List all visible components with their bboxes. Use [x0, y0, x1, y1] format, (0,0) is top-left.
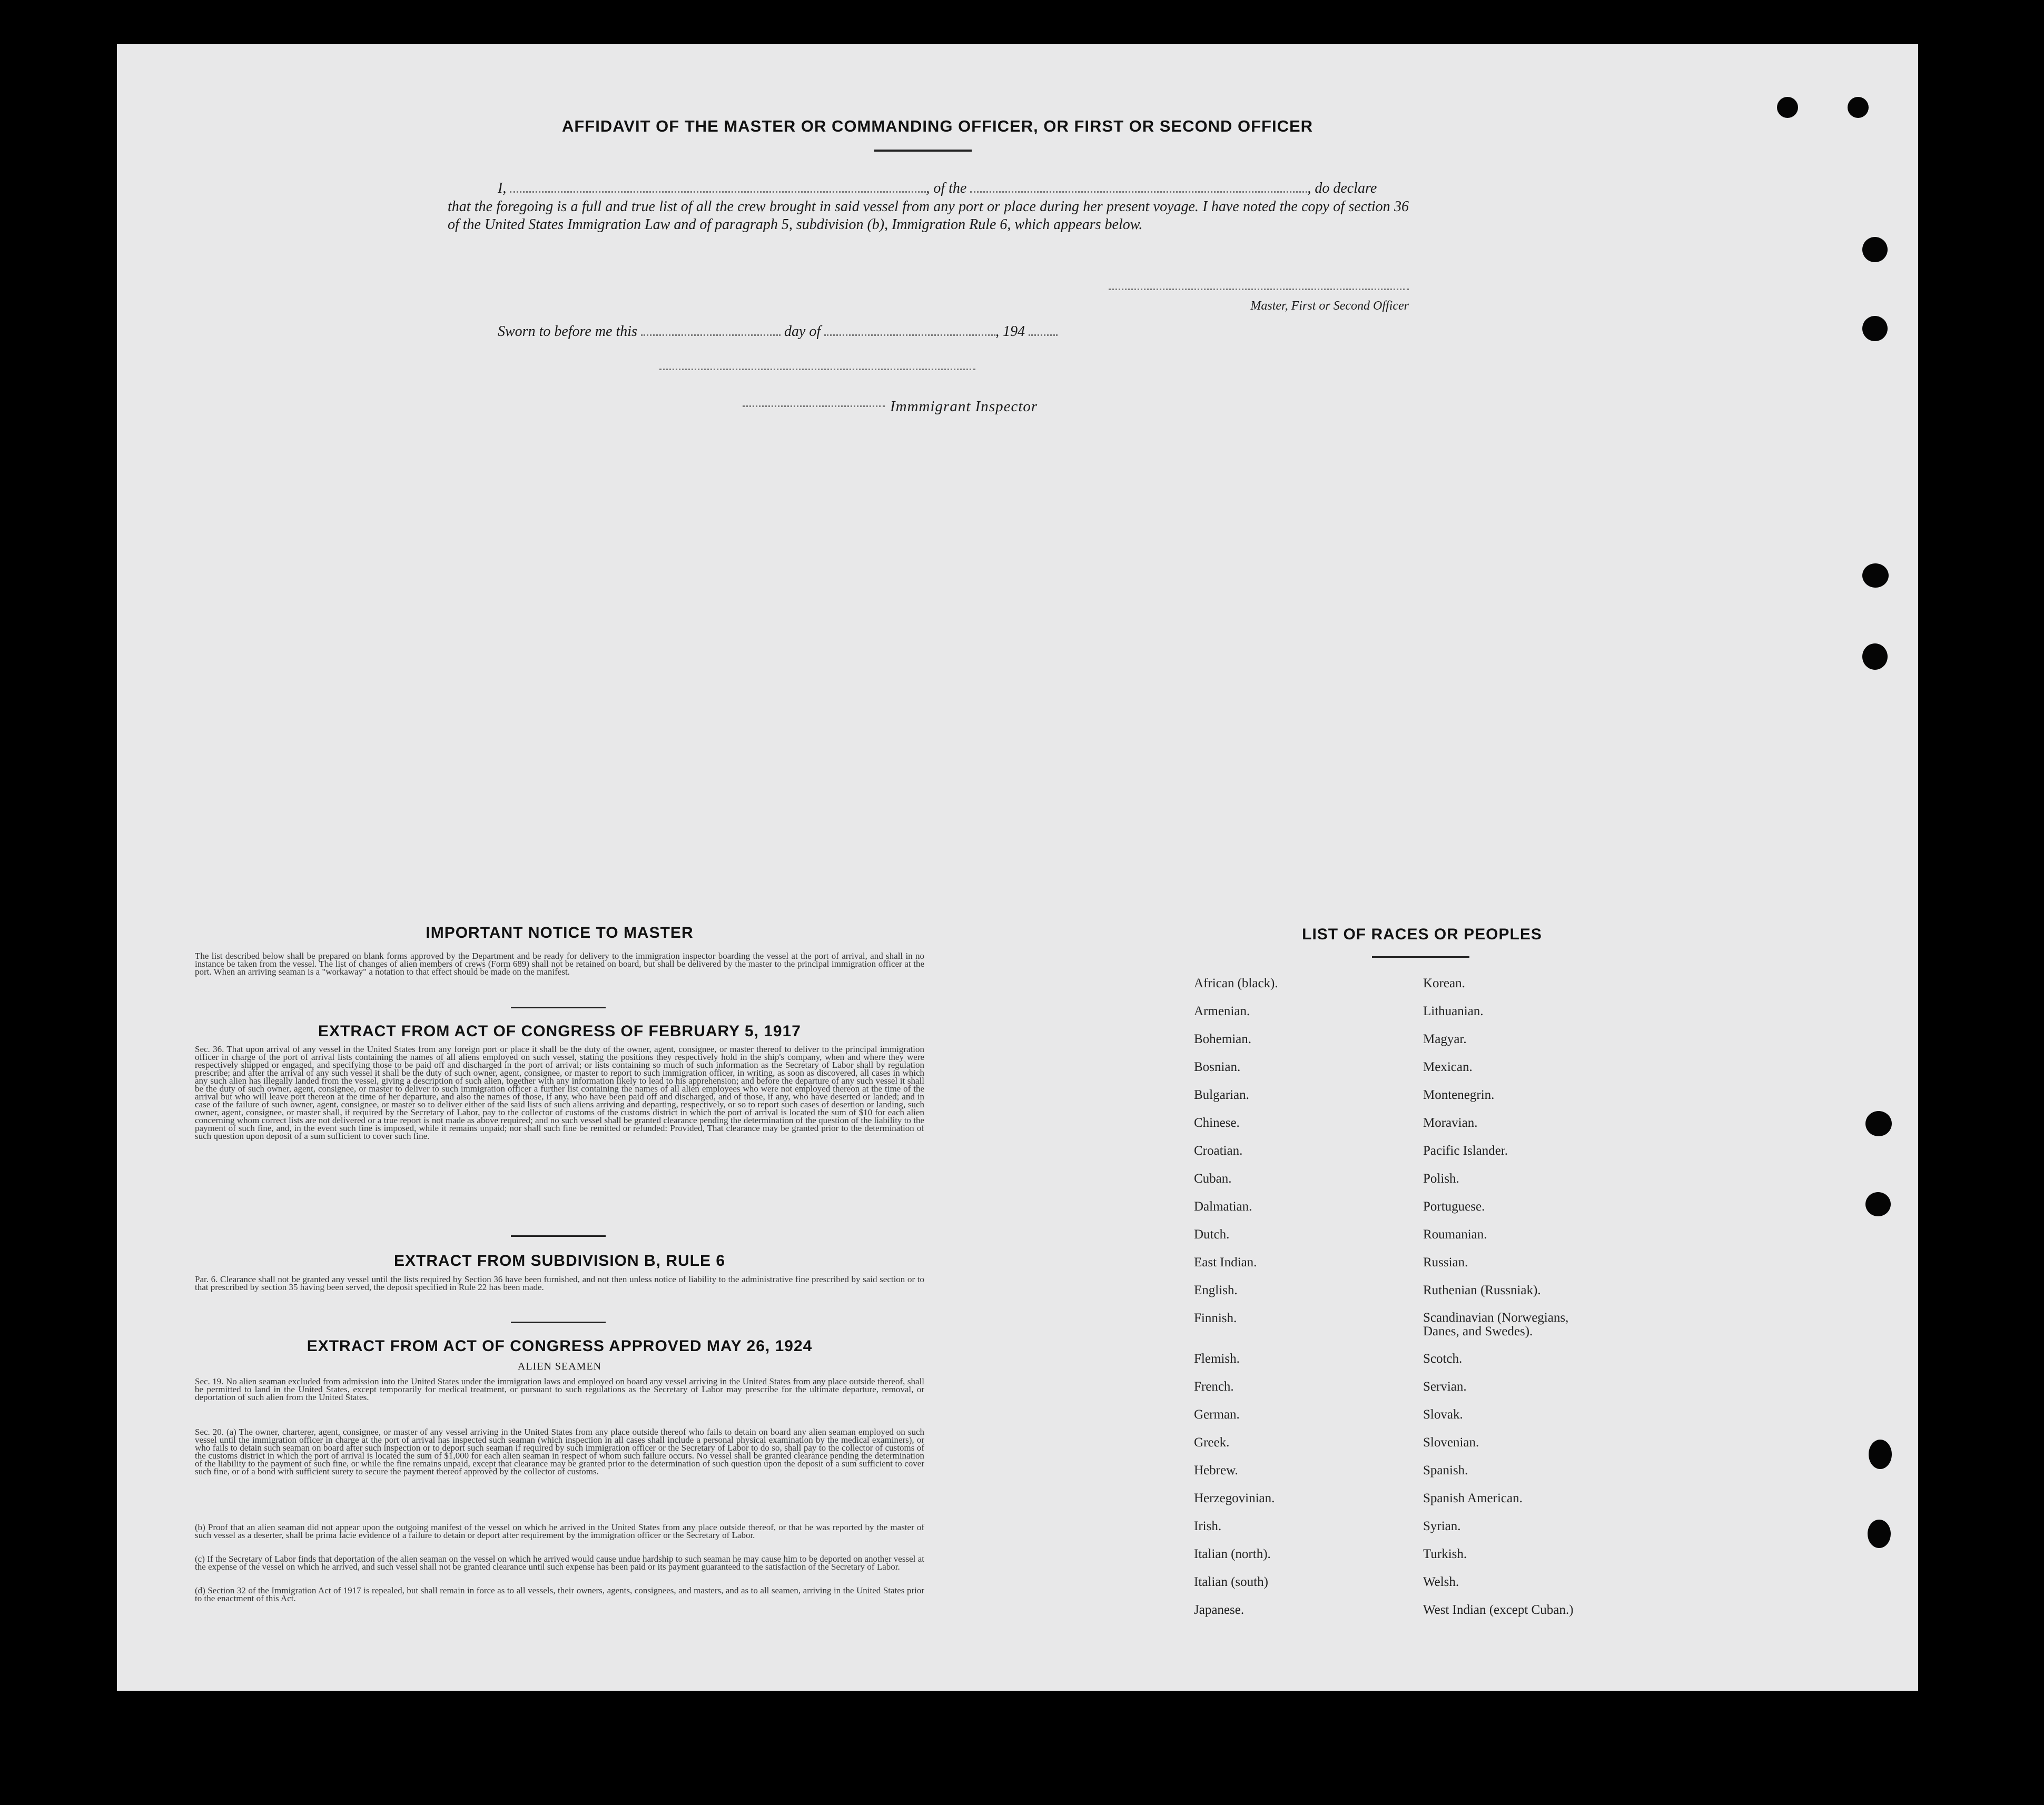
races-title: LIST OF RACES OR PEOPLES [1302, 926, 1542, 943]
race-item: Lithuanian. [1423, 1004, 1484, 1018]
section-divider [511, 1235, 606, 1237]
punch-hole [1777, 97, 1798, 118]
race-item: German. [1194, 1407, 1240, 1422]
race-item: West Indian (except Cuban.) [1423, 1603, 1574, 1617]
race-item: Spanish. [1423, 1463, 1468, 1477]
race-item: Portuguese. [1423, 1199, 1485, 1214]
notice-body: The list described below shall be prepared on blank forms approved by the Department and be ready for delivery to the immigration inspector boarding the vessel at the port of arrival, and shall in no instance be taken from the vessel. The list of changes of alien members of crews (Form 689) shall not be retained on board, but shall be delivered by the master to the principal immigration officer at the port. When an arriving seaman is a "workaway" a notation to that effect should be made on the manifest. [195, 951, 924, 977]
extract-1924-sec20d: (d) Section 32 of the Immigration Act of 1917 is repealed, but shall remain in force as to all vessels, their owners, agents, consignees, and masters, and as to all seamen, arriving in the United States prior to the enactment of this Act. [195, 1585, 924, 1603]
race-item: Russian. [1423, 1255, 1468, 1270]
race-item: Slovenian. [1423, 1435, 1479, 1450]
race-item: Bosnian. [1194, 1060, 1241, 1074]
sworn-year-field[interactable] [1029, 334, 1058, 336]
race-item: Scotch. [1423, 1352, 1463, 1366]
race-item: Magyar. [1423, 1032, 1467, 1046]
extract-1924-sec20b: (b) Proof that an alien seaman did not appear upon the outgoing manifest of the vessel on which he arrived in the United States from any place outside thereof, or that he was reported by the master of such vessel as a deserter, shall be prima facie evidence of a failure to detain or deport after requirement by the immigration officer or the Secretary of Labor. [195, 1522, 924, 1540]
punch-hole [1862, 316, 1888, 341]
punch-hole [1868, 1520, 1891, 1548]
race-item: Finnish. [1194, 1311, 1237, 1325]
punch-hole [1862, 237, 1888, 262]
race-item: Cuban. [1194, 1172, 1232, 1186]
sworn-day-of: day of [784, 323, 821, 340]
declare-text: , do declare [1307, 180, 1377, 196]
affidavit-title: AFFIDAVIT OF THE MASTER OR COMMANDING OFFICER, OR FIRST OR SECOND OFFICER [561, 117, 1314, 135]
title-divider [874, 150, 972, 152]
extract-1924-subtitle: ALIEN SEAMEN [517, 1361, 602, 1372]
master-signature-field[interactable] [1109, 289, 1409, 290]
race-item: Italian (south) [1194, 1575, 1268, 1589]
punch-hole [1865, 1192, 1891, 1216]
race-item: Servian. [1423, 1380, 1467, 1394]
vessel-name-field[interactable] [970, 191, 1307, 193]
extract-1917-title: EXTRACT FROM ACT OF CONGRESS OF FEBRUARY 5, 1917 [318, 1023, 801, 1040]
race-item: Dutch. [1194, 1227, 1230, 1242]
race-item: Italian (north). [1194, 1547, 1271, 1561]
race-item: Montenegrin. [1423, 1088, 1495, 1102]
sworn-line [498, 323, 1058, 340]
inspector-signature-field[interactable] [659, 369, 975, 370]
race-item: Ruthenian (Russniak). [1423, 1283, 1541, 1297]
race-item: Armenian. [1194, 1004, 1250, 1018]
race-item: Chinese. [1194, 1116, 1240, 1130]
race-item: Turkish. [1423, 1547, 1467, 1561]
race-item: Dalmatian. [1194, 1199, 1252, 1214]
sworn-year: , 194 [995, 323, 1025, 340]
rule6-body: Par. 6. Clearance shall not be granted any vessel until the lists required by Section 36 have been furnished, and not then unless notice of liability to the administrative fine prescribed by said section or to that prescribed by section 35 having been served, the deposit specified in Rule 22 has been made. [195, 1274, 924, 1292]
race-item: French. [1194, 1380, 1234, 1394]
extract-1917-body: Sec. 36. That upon arrival of any vessel in the United States from any foreign port or place it shall be the duty of the owner, agent, consignee, or master thereof to deliver to the principal immigration officer in charge of the port of arrival lists containing the names of all aliens employed on such vessel, stating the positions they respectively hold in the ship's company, when and where they were respectively shipped or engaged, and specifying those to be paid off and discharged in the port of arrival; or lists containing so much of such information as the Secretary of Labor shall by regulation prescribe; and after the arrival of any such vessel it shall be the duty of such owner, agent, consignee, or master to report to such immigration officer, in writing, as soon as discovered, all cases in which any such alien has illegally landed from the vessel, giving a description of such alien, together with any information likely to lead to his apprehension; and before the departure of any such vessel it shall be the duty of such owner, agent, consignee, or master to deliver to such immigration officer a further list containing the names of all alien employees who were not employed thereon at the time of the arrival but who will leave port thereon at the time of her departure, and also the names of those, if any, who have been paid off and discharged, and of those, if any, who have deserted or landed; and in case of the failure of such owner, agent, consignee, or master so to deliver either of the said lists of such aliens arriving and departing, respectively, or so to report such cases of desertion or landing, such owner, agent, consignee, or master shall, if required by the Secretary of Labor, pay to the collector of customs of the customs district in which the port of arrival is located the sum of $10 for each alien concerning whom correct lists are not delivered or a true report is not made as above required; and no such vessel shall be granted clearance pending the determination of the question of the liability to the payment of such fine, and, in the event such fine is imposed, while it remains unpaid; nor shall such fine be remitted or refunded: Provided, That clearance may be granted prior to the determination of such question upon deposit of a sum sufficient to cover such fine. [195, 1044, 924, 1141]
sworn-day-field[interactable] [641, 334, 781, 336]
section-divider [511, 1322, 606, 1323]
race-item: Moravian. [1423, 1116, 1478, 1130]
race-item: Roumanian. [1423, 1227, 1487, 1242]
inspector-caption: Immmigrant Inspector [890, 398, 1038, 415]
race-item: English. [1194, 1283, 1238, 1297]
extract-1924-sec19: Sec. 19. No alien seaman excluded from admission into the United States under the immigration laws and employed on board any vessel arriving in the United States from any place outside thereof, shall be permitted to land in the United States, except temporarily for medical treatment, or pursuant to such regulations as the Secretary of Labor may prescribe for the ultimate departure, removal, or deportation of such alien from the United States. [195, 1376, 924, 1402]
race-item: Bulgarian. [1194, 1088, 1249, 1102]
races-title-divider [1372, 956, 1469, 958]
race-item: Japanese. [1194, 1603, 1245, 1617]
race-item: Bohemian. [1194, 1032, 1252, 1046]
sworn-month-field[interactable] [824, 334, 995, 336]
of-the-text: , of the [926, 180, 967, 196]
extract-1924-sec20c: (c) If the Secretary of Labor finds that deportation of the alien seaman on the vessel on which he arrived would cause undue hardship to such seaman he may cause him to be deported on another vessel at the expense of the vessel on which he arrived, and such vessel shall not be granted clearance until such expense has been paid or its payment guaranteed to the satisfaction of the Secretary of Labor. [195, 1554, 924, 1572]
race-item: Syrian. [1423, 1519, 1461, 1533]
race-item: Hebrew. [1194, 1463, 1238, 1477]
punch-hole [1865, 1111, 1892, 1136]
race-item: Korean. [1423, 976, 1465, 990]
extract-1924-title: EXTRACT FROM ACT OF CONGRESS APPROVED MAY 26, 1924 [307, 1337, 813, 1355]
punch-hole [1862, 643, 1888, 670]
race-item: Spanish American. [1423, 1491, 1523, 1505]
race-item: Irish. [1194, 1519, 1222, 1533]
extract-1924-sec20a: Sec. 20. (a) The owner, charterer, agent, consignee, or master of any vessel arriving in the United States from any place outside thereof who fails to detain on board any alien seaman employed on such vessel until the immigration officer in charge at the port of arrival has inspected such seaman (which inspection in all cases shall include a personal physical examination by the medical examiners), or who fails to detain such seaman on board after such inspection or to deport such seaman if required by such immigration officer or the Secretary of Labor to do so, shall pay to the collector of customs of the customs district in which the port of arrival is located the sum of $1,000 for each alien seaman in respect of whom such failure occurs. No vessel shall be granted clearance pending the determination of the liability to the payment of such fine, or while the fine remains unpaid, except that clearance may be granted prior to the determination of such question upon the deposit of a sum sufficient to cover such fine, or of a bond with sufficient surety to secure the payment thereof approved by the collector of customs. [195, 1427, 924, 1476]
notice-title: IMPORTANT NOTICE TO MASTER [426, 924, 694, 941]
declaration-line [498, 180, 1409, 197]
race-item: Herzegovinian. [1194, 1491, 1275, 1505]
punch-hole [1862, 563, 1889, 588]
race-item: Greek. [1194, 1435, 1230, 1450]
race-item: Croatian. [1194, 1144, 1243, 1158]
race-item: African (black). [1194, 976, 1278, 990]
inspector-name-field[interactable] [743, 405, 885, 407]
race-item: Welsh. [1423, 1575, 1459, 1589]
sworn-prefix: Sworn to before me this [498, 323, 637, 340]
race-item: East Indian. [1194, 1255, 1257, 1270]
race-item: Slovak. [1423, 1407, 1463, 1422]
punch-hole [1869, 1440, 1892, 1469]
punch-hole [1848, 97, 1869, 118]
race-item: Flemish. [1194, 1352, 1240, 1366]
declarant-name-field[interactable] [510, 191, 926, 193]
race-item: Polish. [1423, 1172, 1459, 1186]
master-signature-caption: Master, First or Second Officer [1250, 299, 1409, 313]
declarant-prefix: I, [498, 180, 507, 196]
declaration-body: that the foregoing is a full and true list of all the crew brought in said vessel from any port or place during her present voyage. I have noted the copy of section 36 of the United States Immigration Law and of paragraph 5, subdivision (b), Immigration Rule 6, which appears below. [448, 199, 1409, 233]
rule6-title: EXTRACT FROM SUBDIVISION B, RULE 6 [393, 1252, 726, 1270]
section-divider [511, 1007, 606, 1008]
race-item: Mexican. [1423, 1060, 1473, 1074]
race-item: Scandinavian (Norwegians, Danes, and Swedes). [1423, 1311, 1569, 1338]
race-item: Pacific Islander. [1423, 1144, 1508, 1158]
